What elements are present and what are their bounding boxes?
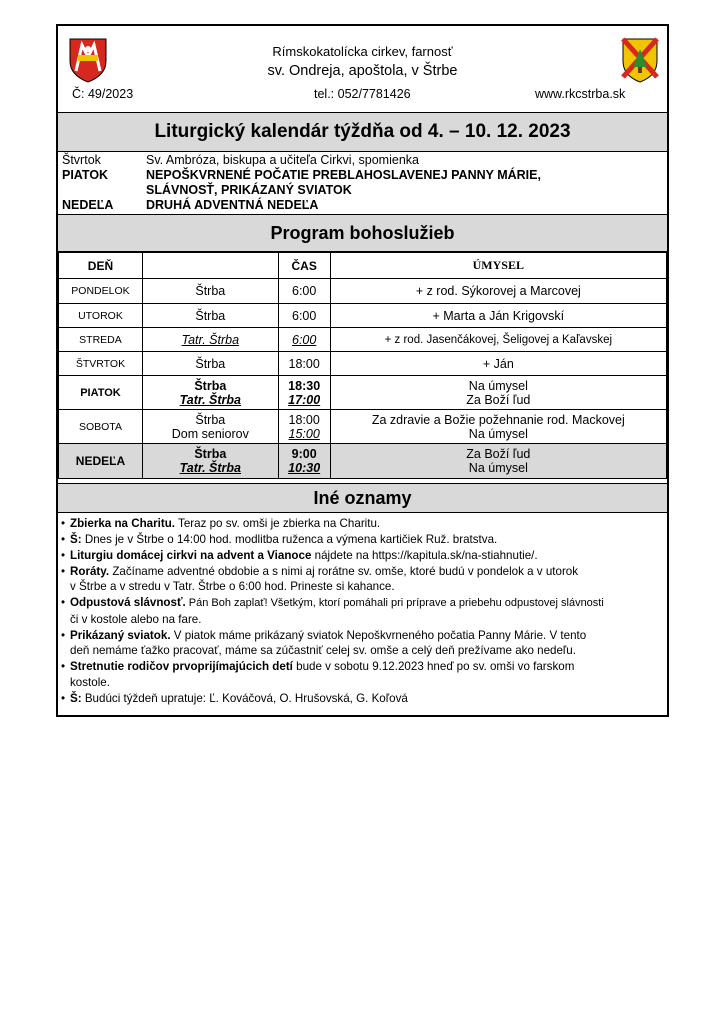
phone-number: tel.: 052/7781426: [314, 87, 411, 101]
feast-day: PIATOK: [62, 168, 109, 182]
row-time: [278, 444, 330, 479]
issue-number: Č: 49/2023: [72, 87, 134, 101]
header-place: [142, 253, 278, 279]
intent-second: Na úmysel: [468, 426, 528, 441]
notice-text: bude v sobotu 9.12.2023 hneď po sv. omši vo farskom: [292, 660, 575, 674]
notices-list: [61, 516, 661, 707]
row-day: NEDEĽA: [59, 444, 143, 479]
row-intent: [330, 410, 666, 444]
row-time: 6:00: [278, 279, 330, 304]
notice-text: Pán Boh zaplať! Všetkým, ktorí pomáhali pri príprave a priebehu odpustovej slávnosti: [185, 597, 604, 610]
header-day: DEŇ: [59, 253, 143, 279]
notice-text-continued: kostole.: [70, 675, 110, 689]
notice-heading: Roráty.: [70, 565, 110, 578]
row-place: Štrba: [142, 279, 278, 304]
row-day: SOBOTA: [59, 410, 143, 444]
bullet-icon: •: [61, 565, 66, 578]
time-first: 18:30: [288, 378, 321, 393]
bullet-icon: •: [61, 691, 66, 705]
organization-name: Rímskokatolícka cirkev, farnosť: [272, 44, 453, 59]
notice-heading: Odpustová slávnosť.: [70, 596, 186, 610]
row-intent: [330, 376, 666, 410]
row-time: [278, 410, 330, 444]
place-first: Štrba: [194, 447, 227, 461]
calendar-title: Liturgický kalendár týždňa od 4. – 10. 12. 2023: [58, 112, 667, 152]
time-second: 15:00: [288, 426, 320, 441]
list-item: [61, 595, 661, 627]
notice-text-continued: v Štrbe a v stredu v Tatr. Štrbe o 6:00 hod. Prineste si kahance.: [70, 580, 395, 594]
intent-second: Za Boží ľud: [466, 392, 531, 407]
table-row: [59, 444, 667, 479]
place-second: Tatr. Štrba: [179, 461, 241, 475]
row-day: STREDA: [59, 328, 143, 352]
row-place: [142, 376, 278, 410]
notice-heading: Š:: [70, 691, 82, 705]
row-intent: + Ján: [330, 352, 666, 376]
header-time: ČAS: [278, 253, 330, 279]
bulletin-frame: [56, 24, 669, 717]
list-item: [61, 628, 661, 659]
row-place: [142, 444, 278, 479]
place-first: Štrba: [194, 378, 227, 393]
time-first: 18:00: [288, 412, 320, 427]
other-notices-title: Iné oznamy: [58, 483, 667, 513]
table-row: [59, 304, 667, 328]
bullet-icon: •: [61, 533, 66, 546]
feast-day: Štvrtok: [62, 153, 101, 167]
program-title: Program bohoslužieb: [58, 214, 667, 252]
feast-list: [58, 152, 667, 214]
intent-first: Za zdravie a Božie požehnanie rod. Mackovej: [371, 412, 625, 427]
row-day: UTOROK: [59, 304, 143, 328]
time-first: 9:00: [291, 447, 317, 461]
notice-text: Teraz po sv. omši je zbierka na Charitu.: [175, 517, 381, 530]
time-second: 10:30: [288, 461, 321, 475]
intent-first: Za Boží ľud: [466, 447, 531, 461]
bullet-icon: •: [61, 660, 66, 674]
feast-text: DRUHÁ ADVENTNÁ NEDEĽA: [146, 198, 319, 212]
row-intent: [330, 444, 666, 479]
row-place: Štrba: [142, 304, 278, 328]
row-intent: + z rod. Sýkorovej a Marcovej: [330, 279, 666, 304]
row-time: [278, 376, 330, 410]
header-intent: ÚMYSEL: [330, 253, 666, 279]
notice-heading: Stretnutie rodičov prvoprijímajúcich detí: [70, 660, 293, 674]
intent-second: Na úmysel: [468, 461, 528, 475]
bullet-icon: •: [61, 517, 66, 530]
row-day: ŠTVRTOK: [59, 352, 143, 376]
row-time: 6:00: [278, 304, 330, 328]
schedule-table: [58, 252, 667, 479]
row-intent: + Marta a Ján Krigovskí: [330, 304, 666, 328]
notice-heading: Liturgiu domácej cirkvi na advent a Vianoce: [70, 549, 312, 562]
row-time: 6:00: [278, 328, 330, 352]
feast-day: NEDEĽA: [62, 198, 114, 212]
bullet-icon: •: [61, 549, 66, 562]
row-intent: + z rod. Jasenčákovej, Šeligovej a Kaľavskej: [330, 328, 666, 352]
place-first: Štrba: [195, 412, 226, 427]
bullet-icon: •: [61, 628, 66, 642]
parish-name: sv. Ondreja, apoštola, v Štrbe: [267, 63, 458, 79]
row-day: PONDELOK: [59, 279, 143, 304]
feast-text: SLÁVNOSŤ, PRIKÁZANÝ SVIATOK: [146, 183, 352, 197]
notice-text-continued: či v kostole alebo na fare.: [70, 612, 202, 626]
notice-text: Dnes je v Štrbe o 14:00 hod. modlitba ruženca a výmena kartičiek Ruž. bratstva.: [81, 533, 498, 546]
row-place: Štrba: [142, 352, 278, 376]
header: [58, 26, 667, 107]
feast-text: NEPOŠKVRNENÉ POČATIE PREBLAHOSLAVENEJ PANNY MÁRIE,: [146, 168, 541, 182]
list-item: [61, 691, 661, 706]
notice-text: Budúci týždeň upratuje: Ľ. Kováčová, O. Hrušovská, G. Koľová: [81, 691, 408, 705]
table-row: [59, 328, 667, 352]
notice-text: nájdete na https://kapitula.sk/na-stiahnutie/.: [311, 549, 538, 562]
table-row: [59, 352, 667, 376]
intent-first: Na úmysel: [468, 378, 528, 393]
notice-heading: Prikázaný sviatok.: [70, 628, 171, 642]
notice-heading: Š:: [70, 533, 82, 546]
table-row: [59, 279, 667, 304]
list-item: [61, 532, 661, 547]
notice-text: Začíname adventné obdobie a s nimi aj rorátne sv. omše, ktoré budú v pondelok a v utorok: [109, 565, 579, 578]
table-row: [59, 376, 667, 410]
table-row: [59, 410, 667, 444]
row-time: 18:00: [278, 352, 330, 376]
notice-text-continued: deň nemáme ťažko pracovať, máme sa zúčastniť celej sv. omše a celý deň prežívame ako nedeľu.: [70, 644, 576, 658]
list-item: [61, 659, 661, 690]
schedule-header-row: [59, 253, 667, 279]
place-second: Tatr. Štrba: [179, 392, 241, 407]
time-second: 17:00: [288, 392, 321, 407]
list-item: [61, 516, 661, 531]
notice-text: V piatok máme prikázaný sviatok Nepoškvrneného počatia Panny Márie. V tento: [170, 628, 587, 642]
row-place: Tatr. Štrba: [142, 328, 278, 352]
place-second: Dom seniorov: [171, 426, 249, 441]
list-item: [61, 548, 661, 563]
notice-heading: Zbierka na Charitu.: [70, 517, 176, 530]
row-day: PIATOK: [59, 376, 143, 410]
website-link[interactable]: www.rkcstrba.sk: [535, 87, 626, 101]
row-place: [142, 410, 278, 444]
list-item: [61, 564, 661, 595]
feast-text: Sv. Ambróza, biskupa a učiteľa Cirkvi, spomienka: [146, 153, 419, 167]
bullet-icon: •: [61, 596, 66, 610]
